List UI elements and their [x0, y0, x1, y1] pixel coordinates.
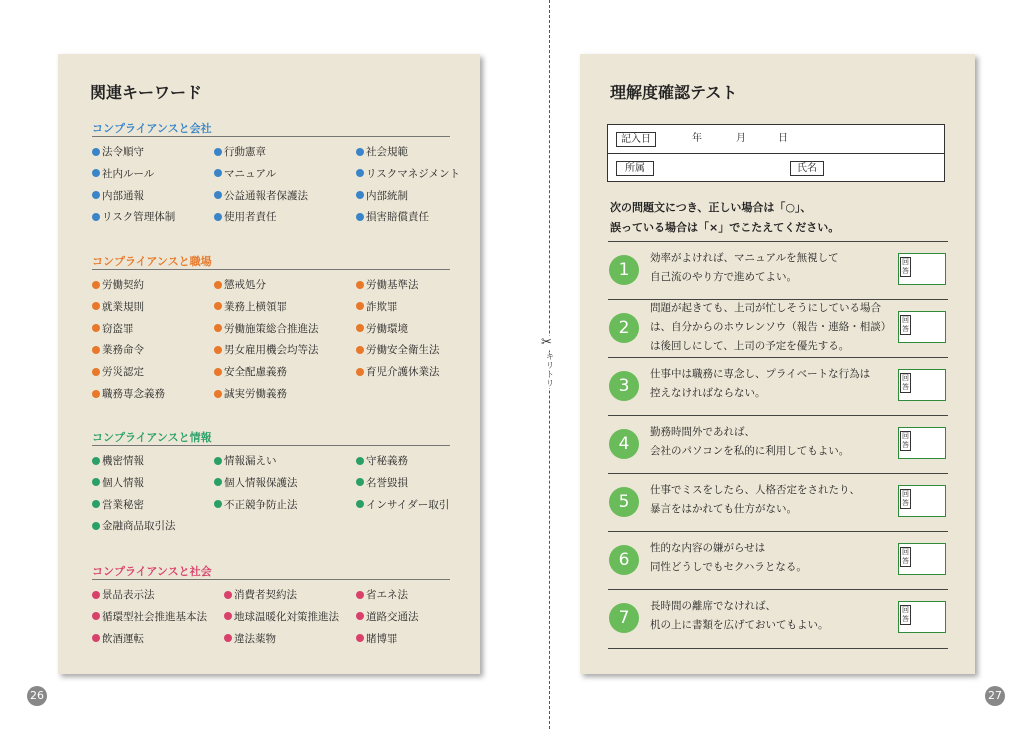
bullet-dot-icon — [92, 213, 100, 221]
keyword-text: 業務命令 — [102, 344, 144, 357]
department-label: 所属 — [616, 161, 654, 176]
bullet-dot-icon — [356, 612, 364, 620]
keyword-item — [214, 498, 298, 512]
keyword-item — [356, 167, 460, 181]
keyword-item — [92, 498, 144, 512]
keyword-text: 労働基準法 — [366, 279, 419, 291]
answer-box[interactable] — [898, 601, 946, 633]
keyword-item — [92, 145, 144, 159]
question-number: 6 — [609, 545, 639, 575]
keyword-text: 窃盗罪 — [102, 322, 134, 335]
keyword-text: 男女雇用機会均等法 — [224, 344, 319, 357]
cut-label: キリトリ — [546, 352, 554, 388]
name-label: 氏名 — [790, 161, 824, 176]
keyword-text: 使用者責任 — [224, 211, 277, 224]
keyword-item — [214, 343, 319, 357]
bullet-dot-icon — [214, 368, 222, 376]
day-label: 日 — [778, 133, 788, 144]
keyword-item — [224, 632, 276, 646]
question-item — [608, 415, 948, 474]
bullet-dot-icon — [356, 281, 364, 289]
question-line: 会社のパソコンを私的に利用してもよい。 — [650, 445, 850, 457]
bullet-dot-icon — [214, 302, 222, 310]
bullet-dot-icon — [92, 169, 100, 177]
keyword-item — [92, 300, 144, 314]
question-item — [608, 241, 948, 300]
keyword-item — [356, 498, 449, 512]
bullet-dot-icon — [356, 591, 364, 599]
keyword-section — [92, 429, 450, 533]
bullet-dot-icon — [224, 634, 232, 642]
keyword-text: 懲戒処分 — [224, 279, 266, 291]
keyword-item — [92, 343, 144, 357]
keyword-text: 営業秘密 — [102, 498, 144, 511]
question-text — [650, 249, 888, 287]
question-item — [608, 357, 948, 416]
answer-label: 回答 — [902, 258, 909, 275]
question-number: 3 — [609, 371, 639, 401]
entry-date-label: 記入日 — [616, 132, 656, 147]
keyword-item — [92, 278, 144, 292]
month-label: 月 — [736, 133, 746, 144]
answer-box[interactable] — [898, 369, 946, 401]
bullet-dot-icon — [356, 324, 364, 332]
question-line: 暴言をはかれても仕方がない。 — [650, 503, 797, 515]
question-item — [608, 589, 948, 649]
keyword-item — [214, 476, 298, 490]
keyword-text: 機密情報 — [102, 455, 144, 467]
keyword-item — [356, 454, 408, 468]
question-line: 同性どうしでもセクハラとなる。 — [650, 561, 807, 573]
bullet-dot-icon — [356, 213, 364, 221]
question-line: 性的な内容の嫌がらせは — [650, 542, 766, 554]
question-line: は、自分からのホウレンソウ（報告・連絡・相談） — [650, 321, 892, 333]
keyword-text: 金融商品取引法 — [102, 520, 176, 533]
question-number: 7 — [609, 603, 639, 633]
keyword-item — [214, 278, 266, 292]
keyword-text: 業務上横領罪 — [224, 300, 287, 313]
keyword-text: 内部通報 — [102, 189, 144, 202]
keyword-text: 名誉毀損 — [366, 476, 408, 489]
keyword-section — [92, 563, 450, 645]
bullet-dot-icon — [92, 324, 100, 332]
keyword-item — [356, 210, 429, 224]
bullet-dot-icon — [92, 346, 100, 354]
section-heading: コンプライアンスと会社 — [92, 120, 450, 137]
answer-label: 回答 — [902, 548, 909, 565]
keyword-item — [92, 519, 176, 533]
keyword-item — [214, 300, 287, 314]
keyword-item — [356, 322, 408, 336]
question-item — [608, 299, 948, 358]
keyword-item — [356, 278, 419, 292]
section-heading: コンプライアンスと社会 — [92, 563, 450, 580]
keyword-text: 誠実労働義務 — [224, 388, 287, 400]
keyword-text: 社内ルール — [102, 167, 155, 180]
question-item — [608, 531, 948, 590]
keyword-text: 職務専念義務 — [102, 388, 165, 400]
bullet-dot-icon — [214, 390, 222, 398]
keyword-text: 就業規則 — [102, 300, 144, 313]
bullet-dot-icon — [224, 612, 232, 620]
keyword-section — [92, 120, 460, 224]
bullet-dot-icon — [214, 281, 222, 289]
bullet-dot-icon — [214, 478, 222, 486]
bullet-dot-icon — [356, 346, 364, 354]
keyword-text: 違法薬物 — [234, 632, 276, 645]
keyword-item — [214, 189, 308, 203]
question-line: 自己流のやり方で進めてよい。 — [650, 271, 797, 283]
test-title: 理解度確認テスト — [610, 83, 738, 102]
keyword-text: 法令順守 — [102, 146, 144, 158]
question-text — [650, 481, 888, 519]
keyword-item — [356, 300, 398, 314]
question-line: 仕事でミスをしたら、人格否定をされたり、 — [650, 484, 860, 496]
keyword-item — [356, 365, 440, 379]
bullet-dot-icon — [356, 148, 364, 156]
keyword-text: 安全配慮義務 — [224, 366, 287, 379]
section-heading: コンプライアンスと情報 — [92, 429, 450, 446]
keyword-text: 景品表示法 — [102, 589, 155, 601]
bullet-dot-icon — [92, 500, 100, 508]
bullet-dot-icon — [356, 191, 364, 199]
keyword-text: 地球温暖化対策推進法 — [234, 610, 339, 623]
keywords-title: 関連キーワード — [90, 83, 203, 102]
page-number-right: 27 — [985, 686, 1005, 706]
answer-label: 回答 — [902, 606, 909, 623]
keyword-item — [214, 454, 277, 468]
bullet-dot-icon — [92, 591, 100, 599]
bullet-dot-icon — [92, 612, 100, 620]
keyword-item — [214, 322, 319, 336]
keyword-text: 守秘義務 — [366, 455, 408, 467]
bullet-dot-icon — [356, 500, 364, 508]
bullet-dot-icon — [92, 634, 100, 642]
name-row — [608, 153, 944, 182]
answer-box[interactable] — [898, 427, 946, 459]
bullet-dot-icon — [214, 324, 222, 332]
bullet-dot-icon — [356, 457, 364, 465]
instructions-line-2: 誤っている場合は「×」でこたえてください。 — [610, 221, 840, 234]
keyword-item — [92, 210, 175, 224]
question-number: 2 — [609, 313, 639, 343]
keyword-item — [356, 145, 408, 159]
answer-box[interactable] — [898, 485, 946, 517]
keyword-text: 個人情報 — [102, 476, 144, 489]
question-text — [650, 539, 888, 577]
bullet-dot-icon — [214, 346, 222, 354]
section-heading: コンプライアンスと職場 — [92, 253, 450, 270]
keyword-item — [214, 210, 277, 224]
keyword-item — [92, 632, 144, 646]
keyword-item — [356, 343, 440, 357]
keyword-text: 情報漏えい — [224, 455, 277, 467]
bullet-dot-icon — [224, 591, 232, 599]
keyword-text: 省エネ法 — [366, 589, 408, 601]
keyword-text: 損害賠償責任 — [366, 211, 429, 224]
question-text — [650, 299, 892, 356]
keyword-text: 労働安全衛生法 — [366, 344, 440, 357]
keyword-item — [214, 145, 266, 159]
keyword-item — [92, 322, 134, 336]
bullet-dot-icon — [92, 457, 100, 465]
keyword-text: 賭博罪 — [366, 632, 398, 645]
keyword-text: マニュアル — [224, 167, 277, 180]
keyword-text: 行動憲章 — [224, 146, 266, 158]
keyword-item — [356, 476, 408, 490]
keyword-item — [92, 365, 144, 379]
keyword-text: 道路交通法 — [366, 610, 419, 623]
keyword-item — [224, 610, 339, 624]
keyword-text: 内部統制 — [366, 189, 408, 202]
bullet-dot-icon — [92, 390, 100, 398]
bullet-dot-icon — [214, 500, 222, 508]
keyword-item — [224, 588, 297, 602]
keyword-item — [92, 610, 207, 624]
keyword-item — [214, 387, 287, 401]
bullet-dot-icon — [356, 478, 364, 486]
bullet-dot-icon — [92, 478, 100, 486]
keyword-text: 育児介護休業法 — [366, 366, 440, 379]
answer-label: 回答 — [902, 316, 909, 333]
keyword-text: 消費者契約法 — [234, 589, 297, 601]
keyword-text: 詐欺罪 — [366, 300, 398, 313]
question-text — [650, 423, 888, 461]
answer-box[interactable] — [898, 311, 946, 343]
keyword-text: 労災認定 — [102, 366, 144, 379]
question-number: 4 — [609, 429, 639, 459]
question-line: 机の上に書類を広げておいてもよい。 — [650, 619, 829, 631]
question-line: は後回しにして、上司の予定を優先する。 — [650, 340, 850, 352]
keyword-text: 個人情報保護法 — [224, 476, 298, 489]
bullet-dot-icon — [214, 191, 222, 199]
keyword-item — [356, 588, 408, 602]
keywords-card — [58, 54, 480, 674]
test-card — [580, 54, 975, 674]
bullet-dot-icon — [92, 281, 100, 289]
question-item — [608, 473, 948, 532]
keyword-text: 循環型社会推進基本法 — [102, 610, 207, 623]
bullet-dot-icon — [356, 302, 364, 310]
bullet-dot-icon — [214, 148, 222, 156]
keyword-section — [92, 253, 450, 400]
question-text — [650, 365, 888, 403]
keyword-text: 労働施策総合推進法 — [224, 322, 319, 335]
question-line: 仕事中は職務に専念し、プライベートな行為は — [650, 368, 871, 380]
keyword-item — [92, 454, 144, 468]
keyword-text: 社会規範 — [366, 146, 408, 158]
answer-label: 回答 — [902, 490, 909, 507]
answer-label: 回答 — [902, 432, 909, 449]
keyword-item — [92, 476, 144, 490]
question-line: 問題が起きても、上司が忙しそうにしている場合 — [650, 302, 881, 314]
bullet-dot-icon — [92, 148, 100, 156]
bullet-dot-icon — [214, 457, 222, 465]
bullet-dot-icon — [92, 191, 100, 199]
date-row — [608, 125, 944, 153]
question-number: 5 — [609, 487, 639, 517]
answer-box[interactable] — [898, 253, 946, 285]
keyword-text: 労働契約 — [102, 279, 144, 291]
keyword-item — [214, 365, 287, 379]
keyword-item — [92, 189, 144, 203]
scissors-icon: ✂ — [541, 335, 552, 350]
bullet-dot-icon — [356, 368, 364, 376]
keyword-text: 労働環境 — [366, 322, 408, 335]
question-line: 効率がよければ、マニュアルを無視して — [650, 252, 839, 264]
keyword-item — [92, 387, 165, 401]
answer-label: 回答 — [902, 374, 909, 391]
page-number-left: 26 — [27, 686, 47, 706]
question-line: 控えなければならない。 — [650, 387, 766, 399]
bullet-dot-icon — [92, 368, 100, 376]
keyword-item — [356, 632, 398, 646]
keyword-text: 公益通報者保護法 — [224, 189, 308, 202]
instructions-line-1: 次の問題文につき、正しい場合は「○」、 — [610, 201, 812, 214]
keyword-item — [356, 610, 419, 624]
bullet-dot-icon — [214, 213, 222, 221]
keyword-item — [92, 167, 154, 181]
keyword-item — [356, 189, 408, 203]
answer-box[interactable] — [898, 543, 946, 575]
year-label: 年 — [692, 133, 702, 144]
instructions — [610, 198, 839, 238]
keyword-text: リスクマネジメント — [366, 167, 460, 180]
bullet-dot-icon — [356, 634, 364, 642]
question-line: 勤務時間外であれば、 — [650, 426, 755, 438]
keyword-item — [92, 588, 155, 602]
question-text — [650, 597, 888, 635]
keyword-text: 不正競争防止法 — [224, 498, 298, 511]
keyword-text: 飲酒運転 — [102, 632, 144, 645]
question-number: 1 — [609, 255, 639, 285]
keyword-item — [214, 167, 276, 181]
bullet-dot-icon — [92, 522, 100, 530]
entry-info-box — [607, 124, 945, 182]
bullet-dot-icon — [92, 302, 100, 310]
keyword-text: インサイダー取引 — [366, 498, 450, 511]
question-line: 長時間の離席でなければ、 — [650, 600, 776, 612]
bullet-dot-icon — [356, 169, 364, 177]
bullet-dot-icon — [214, 169, 222, 177]
keyword-text: リスク管理体制 — [102, 211, 176, 224]
